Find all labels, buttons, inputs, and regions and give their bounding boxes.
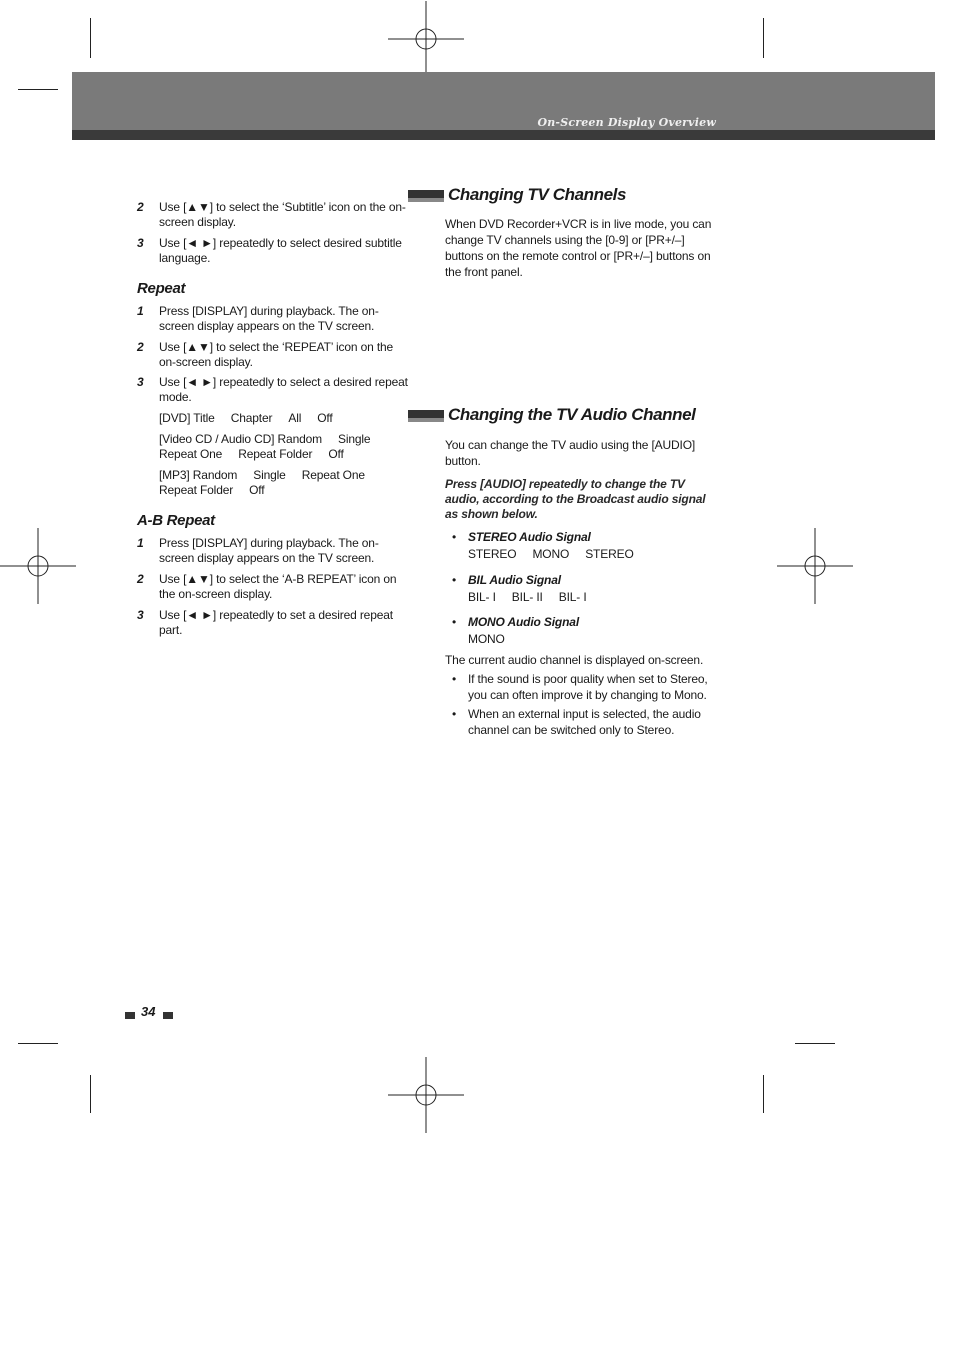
heading-bar: [408, 190, 444, 202]
step-number: 2: [137, 572, 144, 586]
crop-mark: [763, 1075, 764, 1113]
bullet: •: [452, 530, 457, 544]
option: Repeat One: [301, 468, 365, 482]
step-number: 3: [137, 608, 144, 622]
crop-mark: [795, 1043, 835, 1044]
tv-audio-intro: You can change the TV audio using the [AUDIO] button.: [445, 438, 696, 468]
step-number: 2: [137, 200, 144, 214]
option: Off: [249, 483, 265, 497]
step-text: Press [DISPLAY] during playback. The on-screen display appears on the TV screen.: [159, 304, 379, 333]
option: Chapter: [230, 411, 273, 425]
page-number-marker: [163, 1012, 173, 1019]
bullet: •: [452, 573, 457, 587]
option: Off: [317, 411, 333, 425]
step-text: Use [▲▼] to select the ‘Subtitle’ icon on the on-screen display.: [159, 200, 406, 229]
step: [137, 340, 409, 370]
signal-value: BIL- II: [511, 590, 543, 604]
signal-value: MONO: [468, 632, 505, 646]
step-number: 1: [137, 536, 144, 550]
tv-channels-heading: Changing TV Channels: [448, 185, 627, 204]
bullet: •: [452, 672, 457, 686]
tip-item: [452, 671, 717, 703]
signal-name: STEREO Audio Signal: [468, 530, 591, 544]
tip-text: When an external input is selected, the audio channel can be switched only to Stereo.: [468, 707, 701, 737]
option: Repeat One: [159, 447, 223, 461]
step: [137, 200, 409, 230]
signal-values: [468, 630, 717, 648]
step: [137, 236, 409, 266]
header-title: On-Screen Display Overview: [537, 116, 716, 129]
step-number: 3: [137, 236, 144, 250]
bullet: •: [452, 615, 457, 629]
signal-item: [452, 529, 717, 563]
option: [MP3] Random: [159, 468, 238, 482]
signal-value: STEREO: [468, 547, 517, 561]
option: [Video CD / Audio CD] Random: [159, 432, 322, 446]
step-number: 2: [137, 340, 144, 354]
step-text: Use [◄ ►] repeatedly to set a desired repeat part.: [159, 608, 393, 637]
tv-audio-note: The current audio channel is displayed on-screen.: [445, 653, 704, 667]
signal-value: MONO: [532, 547, 570, 561]
step: [137, 572, 409, 602]
tip-text: If the sound is poor quality when set to Stereo, you can often improve it by changing to Mono.: [468, 672, 708, 702]
tv-audio-heading: Changing the TV Audio Channel: [448, 405, 696, 424]
signal-values: [468, 545, 717, 563]
option: Off: [328, 447, 344, 461]
registration-mark-icon: [388, 1, 464, 77]
page-number-marker: [125, 1012, 135, 1019]
option: Repeat Folder: [159, 483, 234, 497]
signal-value: STEREO: [585, 547, 634, 561]
step: [137, 375, 409, 405]
step: [137, 536, 409, 566]
crop-mark: [90, 18, 91, 58]
repeat-options-mp3: [159, 468, 409, 498]
header-strip: [72, 130, 935, 140]
heading-bar: [408, 410, 444, 422]
option: Single: [338, 432, 371, 446]
crop-mark: [763, 18, 764, 58]
repeat-heading: Repeat: [137, 280, 186, 297]
step-text: Use [▲▼] to select the ‘REPEAT’ icon on the on-screen display.: [159, 340, 394, 369]
repeat-options-dvd: [159, 411, 409, 426]
option: All: [288, 411, 302, 425]
signal-value: BIL- I: [468, 590, 496, 604]
step-text: Use [◄ ►] repeatedly to select desired subtitle language.: [159, 236, 402, 265]
signal-values: [468, 588, 717, 606]
bullet: •: [452, 707, 457, 721]
crop-mark: [90, 1075, 91, 1113]
step-number: 1: [137, 304, 144, 318]
tip-item: [452, 706, 717, 738]
signal-name: MONO Audio Signal: [468, 615, 579, 629]
option: Single: [253, 468, 286, 482]
step-text: Press [DISPLAY] during playback. The on-screen display appears on the TV screen.: [159, 536, 379, 565]
repeat-options-cd: [159, 432, 409, 462]
ab-repeat-heading: A-B Repeat: [137, 512, 215, 529]
step-text: Use [▲▼] to select the ‘A-B REPEAT’ icon on the on-screen display.: [159, 572, 397, 601]
step-text: Use [◄ ►] repeatedly to select a desired repeat mode.: [159, 375, 408, 404]
signal-value: BIL- I: [558, 590, 587, 604]
tv-channels-body: When DVD Recorder+VCR is in live mode, you can change TV channels using the [0-9] or [PR+/–] buttons on the remote control or [PR+/–] buttons on the front panel.: [445, 217, 712, 279]
signal-item: [452, 572, 717, 606]
signal-name: BIL Audio Signal: [468, 573, 561, 587]
registration-mark-icon: [0, 528, 76, 604]
step: [137, 608, 409, 638]
step-number: 3: [137, 375, 144, 389]
tv-audio-instruction: Press [AUDIO] repeatedly to change the TV audio, according to the Broadcast audio signal as shown below.: [445, 477, 706, 521]
registration-mark-icon: [388, 1057, 464, 1133]
header-band: [72, 72, 935, 130]
crop-mark: [18, 1043, 58, 1044]
signal-item: [452, 614, 717, 648]
step: [137, 304, 409, 334]
crop-mark: [18, 89, 58, 90]
option: Repeat Folder: [238, 447, 313, 461]
registration-mark-icon: [777, 528, 853, 604]
option: [DVD] Title: [159, 411, 215, 425]
page-number: 34: [141, 1004, 156, 1019]
